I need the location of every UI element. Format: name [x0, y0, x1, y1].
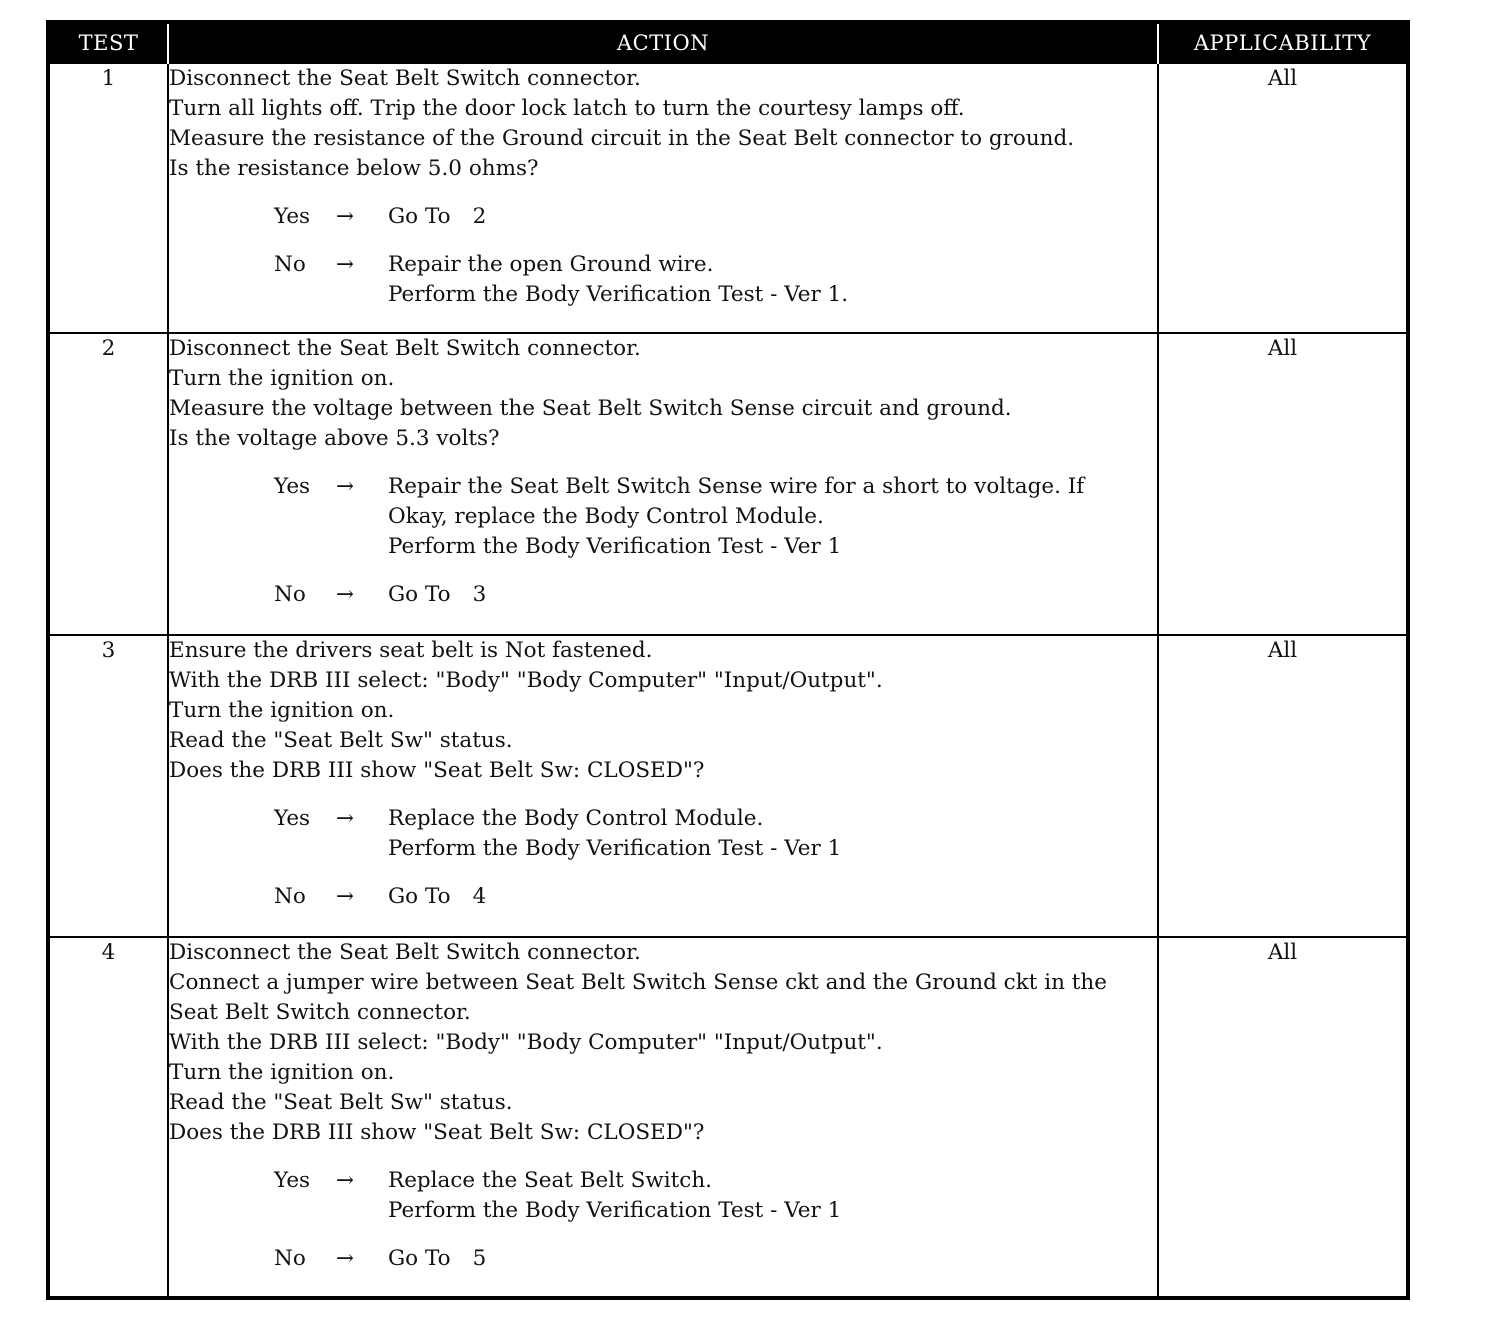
step-text: Ensure the drivers seat belt is Not fastened.	[169, 638, 653, 663]
action-steps	[169, 636, 1157, 786]
header-row	[48, 22, 1408, 63]
goto-number: 5	[472, 1246, 487, 1271]
step-text: With the DRB III select: "Body" "Body Computer" "Input/Output".	[169, 668, 883, 693]
step-text: Is the resistance below 5.0 ohms?	[169, 156, 539, 181]
step-text: Turn the ignition on.	[169, 698, 395, 723]
step-text: Measure the resistance of the Ground circuit in the Seat Belt connector to ground.	[169, 126, 1075, 151]
yes-branch	[274, 202, 1157, 232]
test-row-2	[48, 333, 1408, 635]
yes-label: Yes	[274, 474, 311, 499]
goto-text: Go To	[388, 884, 451, 909]
step-text: Seat Belt Switch connector.	[169, 1000, 471, 1025]
arrow-icon: →	[336, 884, 355, 909]
header-action: ACTION	[168, 22, 1158, 63]
header-test: TEST	[48, 22, 168, 63]
step-text: Disconnect the Seat Belt Switch connector.	[169, 940, 641, 965]
action-steps	[169, 64, 1157, 184]
header-applicability: APPLICABILITY	[1158, 22, 1408, 63]
no-branch	[274, 250, 1157, 310]
applicability-cell: All	[1158, 635, 1408, 937]
no-label: No	[274, 252, 306, 277]
test-row-3	[48, 635, 1408, 937]
result-line: Replace the Body Control Module.	[388, 806, 764, 831]
step-text: Measure the voltage between the Seat Belt Switch Sense circuit and ground.	[169, 396, 1012, 421]
step-text: Turn the ignition on.	[169, 1060, 395, 1085]
no-label: No	[274, 1246, 306, 1271]
result-line: Replace the Seat Belt Switch.	[388, 1168, 713, 1193]
goto-number: 4	[472, 884, 487, 909]
goto-number: 3	[472, 582, 487, 607]
arrow-icon: →	[336, 474, 355, 499]
goto-text: Go To	[388, 1246, 451, 1271]
goto-number: 2	[472, 204, 487, 229]
no-label: No	[274, 884, 306, 909]
step-text: Read the "Seat Belt Sw" status.	[169, 1090, 513, 1115]
action-cell	[168, 937, 1158, 1298]
no-branch	[274, 882, 1157, 912]
result-line: Perform the Body Verification Test - Ver 1	[388, 1198, 842, 1223]
step-text: Does the DRB III show "Seat Belt Sw: CLOSED"?	[169, 1120, 705, 1145]
result-line: Okay, replace the Body Control Module.	[388, 504, 824, 529]
action-steps	[169, 938, 1157, 1148]
arrow-icon: →	[336, 204, 355, 229]
test-number: 3	[48, 635, 168, 937]
action-cell	[168, 333, 1158, 635]
yes-branch	[274, 804, 1157, 864]
test-row-4	[48, 937, 1408, 1298]
result-line: Repair the Seat Belt Switch Sense wire for a short to voltage. If	[388, 474, 1085, 499]
goto-instruction	[388, 882, 1157, 912]
step-text: Turn the ignition on.	[169, 366, 395, 391]
step-text: Does the DRB III show "Seat Belt Sw: CLOSED"?	[169, 758, 705, 783]
result-line: Perform the Body Verification Test - Ver 1	[388, 836, 842, 861]
yes-branch	[274, 472, 1157, 562]
no-branch	[274, 580, 1157, 610]
no-label: No	[274, 582, 306, 607]
step-text: Disconnect the Seat Belt Switch connector.	[169, 66, 641, 91]
goto-text: Go To	[388, 204, 451, 229]
arrow-icon: →	[336, 582, 355, 607]
goto-instruction	[388, 202, 1157, 232]
goto-instruction	[388, 580, 1157, 610]
goto-instruction	[388, 1244, 1157, 1274]
arrow-icon: →	[336, 1246, 355, 1271]
arrow-icon: →	[336, 806, 355, 831]
test-row-1	[48, 63, 1408, 333]
test-number: 1	[48, 63, 168, 333]
step-text: Disconnect the Seat Belt Switch connector.	[169, 336, 641, 361]
step-text: Is the voltage above 5.3 volts?	[169, 426, 500, 451]
result-line: Repair the open Ground wire.	[388, 252, 714, 277]
step-text: Connect a jumper wire between Seat Belt Switch Sense ckt and the Ground ckt in the	[169, 970, 1107, 995]
result-line: Perform the Body Verification Test - Ver 1.	[388, 282, 849, 307]
step-text: Read the "Seat Belt Sw" status.	[169, 728, 513, 753]
yes-branch	[274, 1166, 1157, 1226]
test-number: 4	[48, 937, 168, 1298]
arrow-icon: →	[336, 252, 355, 277]
arrow-icon: →	[336, 1168, 355, 1193]
yes-label: Yes	[274, 806, 311, 831]
yes-label: Yes	[274, 1168, 311, 1193]
step-text: With the DRB III select: "Body" "Body Computer" "Input/Output".	[169, 1030, 883, 1055]
goto-text: Go To	[388, 582, 451, 607]
applicability-cell: All	[1158, 63, 1408, 333]
diagnostic-table	[46, 20, 1410, 1300]
applicability-cell: All	[1158, 333, 1408, 635]
action-cell	[168, 63, 1158, 333]
yes-label: Yes	[274, 204, 311, 229]
no-branch	[274, 1244, 1157, 1274]
step-text: Turn all lights off. Trip the door lock latch to turn the courtesy lamps off.	[169, 96, 965, 121]
result-line: Perform the Body Verification Test - Ver 1	[388, 534, 842, 559]
action-cell	[168, 635, 1158, 937]
action-steps	[169, 334, 1157, 454]
applicability-cell: All	[1158, 937, 1408, 1298]
test-number: 2	[48, 333, 168, 635]
